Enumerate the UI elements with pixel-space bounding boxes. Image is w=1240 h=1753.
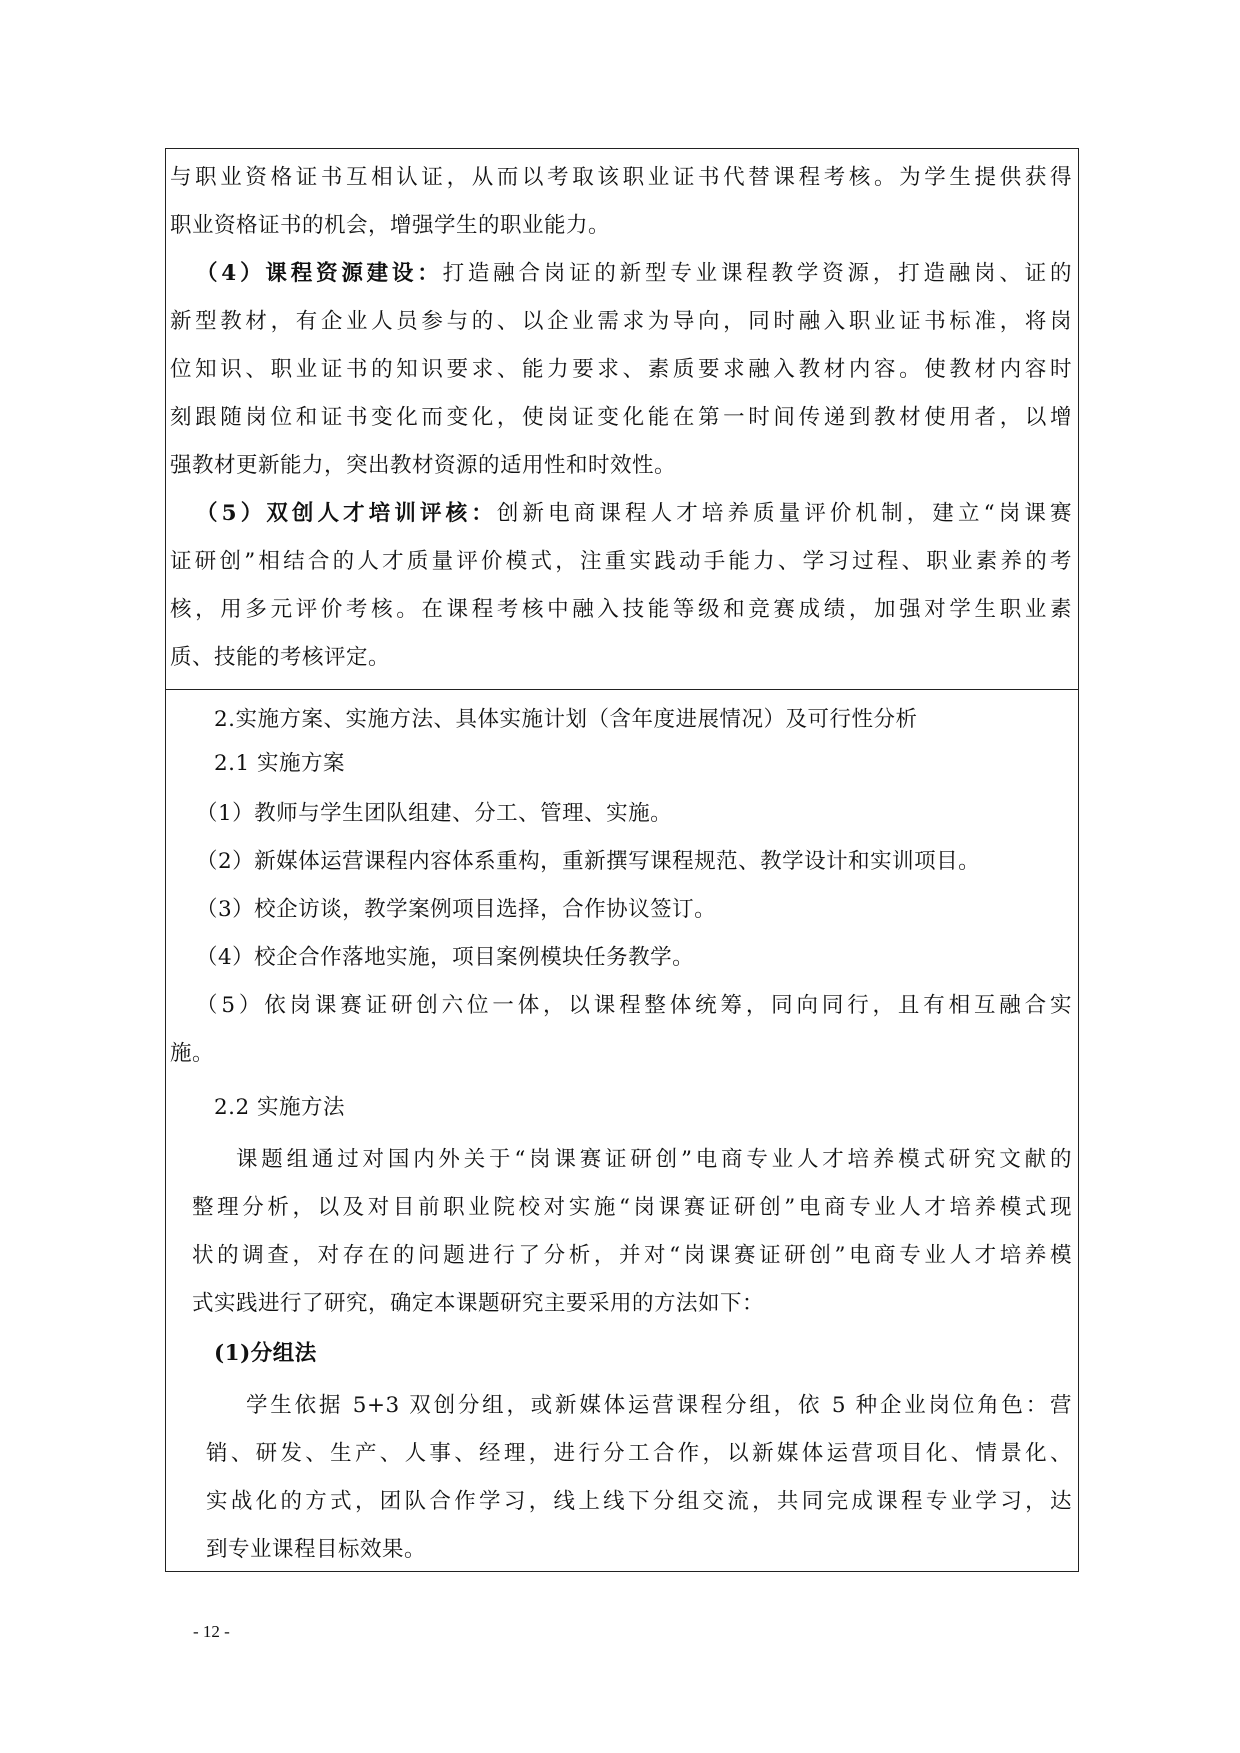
p4-line5: 强教材更新能力，突出教材资源的适用性和时效性。 <box>170 453 677 478</box>
method-line: 式实践进行了研究，确定本课题研究主要采用的方法如下： <box>192 1291 765 1316</box>
cell1-line1: 与职业资格证书互相认证，从而以考取该职业证书代替课程考核。为学生提供获得 <box>170 165 1072 190</box>
list-item: （5）依岗课赛证研创六位一体，以课程整体统筹，同向同行，且有相互融合实 <box>196 993 1072 1018</box>
subheading-2-1: 2.1 实施方案 <box>214 751 346 776</box>
p4-label: （4）课程资源建设： <box>196 261 443 286</box>
subheading-grouping: (1)分组法 <box>214 1341 317 1366</box>
p4-text-1: 打造融合岗证的新型专业课程教学资源，打造融岗、证的 <box>442 261 1072 286</box>
group-line: 实战化的方式，团队合作学习，线上线下分组交流，共同完成课程专业学习，达 <box>206 1489 1072 1514</box>
page-number: - 12 - <box>193 1622 230 1641</box>
p5-line3: 核，用多元评价考核。在课程考核中融入技能等级和竞赛成绩，加强对学生职业素 <box>170 597 1072 622</box>
method-line: 整理分析，以及对目前职业院校对实施“岗课赛证研创”电商专业人才培养模式现 <box>192 1195 1072 1220</box>
cell1-line2: 职业资格证书的机会，增强学生的职业能力。 <box>170 213 611 238</box>
group-line: 销、研发、生产、人事、经理，进行分工合作，以新媒体运营项目化、情景化、 <box>206 1441 1072 1466</box>
p5-label: （5）双创人才培训评核： <box>196 501 497 526</box>
p5-text-1: 创新电商课程人才培养质量评价机制，建立“岗课赛 <box>496 501 1072 526</box>
list-item-continuation: 施。 <box>170 1041 215 1066</box>
p5-line2: 证研创”相结合的人才质量评价模式，注重实践动手能力、学习过程、职业素养的考 <box>170 549 1072 574</box>
p4-line1 <box>196 259 1072 289</box>
group-line: 学生依据 5+3 双创分组，或新媒体运营课程分组，依 5 种企业岗位角色：营 <box>246 1393 1072 1418</box>
p4-line2: 新型教材，有企业人员参与的、以企业需求为导向，同时融入职业证书标准，将岗 <box>170 309 1072 334</box>
p4-line4: 刻跟随岗位和证书变化而变化，使岗证变化能在第一时间传递到教材使用者，以增 <box>170 405 1072 430</box>
method-line: 状的调查，对存在的问题进行了分析，并对“岗课赛证研创”电商专业人才培养模 <box>192 1243 1072 1268</box>
section-heading: 2.实施方案、实施方法、具体实施计划（含年度进展情况）及可行性分析 <box>214 707 918 732</box>
list-item: （2）新媒体运营课程内容体系重构，重新撰写课程规范、教学设计和实训项目。 <box>196 849 981 874</box>
group-line: 到专业课程目标效果。 <box>206 1537 427 1562</box>
cell-divider <box>166 689 1078 690</box>
p4-line3: 位知识、职业证书的知识要求、能力要求、素质要求融入教材内容。使教材内容时 <box>170 357 1072 382</box>
p5-line4: 质、技能的考核评定。 <box>170 645 391 670</box>
list-item: （4）校企合作落地实施，项目案例模块任务教学。 <box>196 945 695 970</box>
method-line: 课题组通过对国内外关于“岗课赛证研创”电商专业人才培养模式研究文献的 <box>236 1147 1072 1172</box>
list-item: （1）教师与学生团队组建、分工、管理、实施。 <box>196 801 673 826</box>
p5-line1 <box>196 499 1072 529</box>
subheading-2-2: 2.2 实施方法 <box>214 1095 346 1120</box>
list-item: （3）校企访谈，教学案例项目选择，合作协议签订。 <box>196 897 717 922</box>
